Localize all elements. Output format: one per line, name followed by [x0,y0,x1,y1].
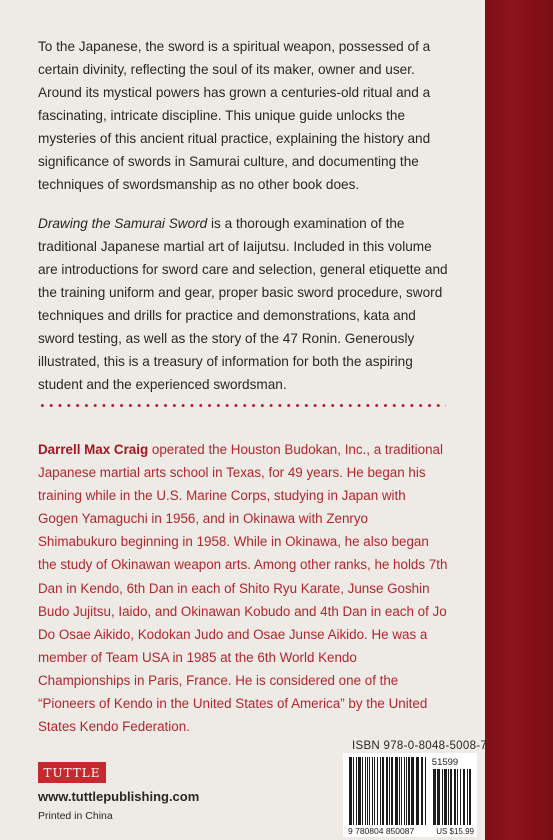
price-label: US $15.99 [436,827,474,836]
isbn-label: ISBN 978-0-8048-5008-7 [352,740,488,752]
publisher-url: www.tuttlepublishing.com [38,789,200,804]
price-code-label: 51599 [431,757,459,768]
author-name: Darrell Max Craig [38,442,149,457]
tuttle-logo: TUTTLE [38,762,106,783]
description-paragraph-2-text: is a thorough examination of the traditional Japanese martial art of Iaijutsu. Included in this volume are introductions for sword care and selection, general etiquette and the training uniform and gear, proper basic sword procedure, sword techniques and drills for practice and demonstrations, kata and sword testing, as well as the story of the 47 Ronin. Generously illustrated, this is a treasury of information for both the aspiring student and the experienced swordsman. [38,216,448,392]
printed-in-label: Printed in China [38,810,113,822]
spine-stripe [485,0,553,840]
book-title: Drawing the Samurai Sword [38,216,208,231]
dotted-divider [38,404,446,407]
barcode-number: 9 780804 850087 [348,826,415,836]
barcode [343,753,477,837]
description-paragraph-1: To the Japanese, the sword is a spiritual weapon, possessed of a certain divinity, reflecting the soul of its maker, owner and user. Around its mystical powers has grown a centuries-old ritual and a fascinating, intricate discipline. This unique guide unlocks the mysteries of this ancient ritual practice, explaining the history and significance of swords in Samurai culture, and documenting the techniques of swordsmanship as no other book does. [38,39,431,192]
author-bio [38,438,448,738]
author-bio-text: operated the Houston Budokan, Inc., a traditional Japanese martial arts school in Texas, for 49 years. He began his training while in the U.S. Marine Corps, studying in Japan with Gogen Yamaguchi in 1956, and in Okinawa with Zenryo Shimabukuro beginning in 1958. While in Okinawa, he also began the study of Okinawan weapon arts. Among other ranks, he holds 7th Dan in Kendo, 6th Dan in each of Shito Ryu Karate, Junse Goshin Budo Jujitsu, Iaido, and Okinawan Kobudo and 4th Dan in each of Jo Do Osae Aikido, Kodokan Judo and Osae Junse Aikido. He was a member of Team USA in 1985 at the 6th World Kendo Championships in Paris, France. He is considered one of the “Pioneers of Kendo in the United States of America” by the United States Kendo Federation. [38,442,448,735]
description-paragraph-2 [38,212,448,396]
